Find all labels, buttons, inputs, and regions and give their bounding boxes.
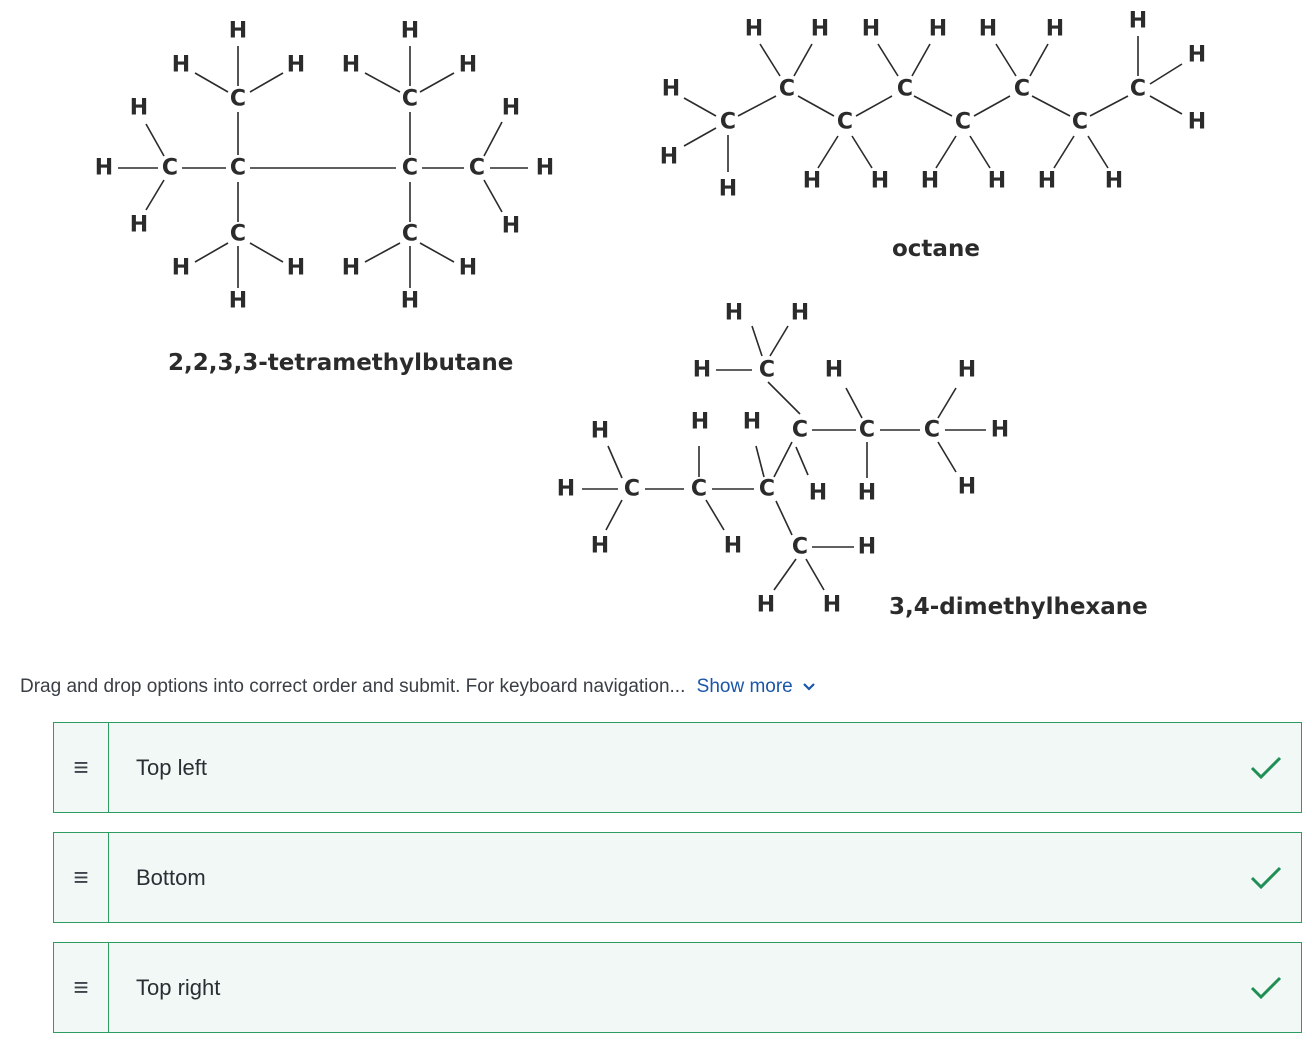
molecule-octane — [660, 9, 1206, 263]
hydrogen-atom: H — [458, 255, 478, 281]
chevron-down-icon — [802, 679, 816, 695]
hydrogen-atom: H — [870, 168, 890, 194]
carbon-atom: C — [468, 155, 486, 181]
hydrogen-atom: H — [556, 476, 576, 502]
molecule-name: octane — [892, 236, 980, 262]
hydrogen-atom: H — [501, 213, 521, 239]
hydrogen-atom: H — [458, 52, 478, 78]
molecule-name: 2,2,3,3-tetramethylbutane — [168, 350, 514, 376]
carbon-atom: C — [229, 155, 247, 181]
hydrogen-atom: H — [824, 357, 844, 383]
drag-option[interactable] — [53, 832, 1302, 923]
hydrogen-atom: H — [129, 95, 149, 121]
hydrogen-atom: H — [659, 144, 679, 170]
carbon-atom: C — [758, 476, 776, 502]
hydrogen-atom: H — [590, 533, 610, 559]
carbon-atom: C — [1129, 76, 1147, 102]
option-label: Top left — [136, 754, 207, 780]
carbon-atom: C — [623, 476, 641, 502]
carbon-atom: C — [836, 109, 854, 135]
checkmark-icon — [1231, 723, 1301, 812]
carbon-atom: C — [229, 86, 247, 112]
hydrogen-atom: H — [129, 212, 149, 238]
carbon-atom: C — [858, 417, 876, 443]
hydrogen-atom: H — [790, 300, 810, 326]
hydrogen-atom: H — [286, 52, 306, 78]
hydrogen-atom: H — [690, 409, 710, 435]
instructions-body: Drag and drop options into correct order and submit. For keyboard navigation... — [20, 676, 686, 697]
drag-drop-list — [53, 722, 1302, 1052]
hydrogen-atom: H — [400, 288, 420, 314]
drag-handle-icon[interactable]: ≡ — [54, 943, 109, 1032]
hydrogen-atom: H — [228, 288, 248, 314]
show-more-label: Show more — [696, 676, 793, 697]
hydrogen-atom: H — [400, 18, 420, 44]
hydrogen-atom: H — [756, 592, 776, 618]
hydrogen-atom: H — [857, 534, 877, 560]
option-label: Top right — [136, 974, 221, 1000]
hydrogen-atom: H — [535, 155, 555, 181]
carbon-atom: C — [954, 109, 972, 135]
hydrogen-atom: H — [920, 168, 940, 194]
option-label: Bottom — [136, 864, 206, 890]
hydrogen-atom: H — [861, 16, 881, 42]
hydrogen-atom: H — [723, 533, 743, 559]
hydrogen-atom: H — [1128, 8, 1148, 34]
instructions-text — [20, 676, 816, 698]
carbon-atom: C — [161, 155, 179, 181]
hydrogen-atom: H — [1045, 16, 1065, 42]
hydrogen-atom: H — [341, 255, 361, 281]
molecule-tetramethylbutane — [95, 19, 554, 377]
carbon-atom: C — [719, 109, 737, 135]
carbon-atom: C — [896, 76, 914, 102]
hydrogen-atom: H — [286, 255, 306, 281]
carbon-atom: C — [690, 476, 708, 502]
hydrogen-atom: H — [857, 480, 877, 506]
hydrogen-atom: H — [957, 357, 977, 383]
molecule-dimethylhexane — [557, 301, 1148, 621]
hydrogen-atom: H — [171, 255, 191, 281]
checkmark-icon — [1231, 943, 1301, 1032]
hydrogen-atom: H — [724, 300, 744, 326]
carbon-atom: C — [1013, 76, 1031, 102]
hydrogen-atom: H — [692, 357, 712, 383]
hydrogen-atom: H — [744, 16, 764, 42]
checkmark-icon — [1231, 833, 1301, 922]
hydrogen-atom: H — [1037, 168, 1057, 194]
hydrogen-atom: H — [1104, 168, 1124, 194]
carbon-atom: C — [923, 417, 941, 443]
hydrogen-atom: H — [590, 418, 610, 444]
carbon-atom: C — [229, 221, 247, 247]
hydrogen-atom: H — [742, 409, 762, 435]
carbon-atom: C — [778, 76, 796, 102]
carbon-atom: C — [401, 86, 419, 112]
carbon-atom: C — [1071, 109, 1089, 135]
hydrogen-atom: H — [228, 18, 248, 44]
hydrogen-atom: H — [822, 592, 842, 618]
hydrogen-atom: H — [978, 16, 998, 42]
hydrogen-atom: H — [808, 480, 828, 506]
hydrogen-atom: H — [718, 176, 738, 202]
carbon-atom: C — [791, 417, 809, 443]
carbon-atom: C — [401, 221, 419, 247]
hydrogen-atom: H — [957, 474, 977, 500]
hydrogen-atom: H — [928, 16, 948, 42]
drag-option[interactable] — [53, 942, 1302, 1033]
hydrogen-atom: H — [987, 168, 1007, 194]
carbon-atom: C — [758, 357, 776, 383]
hydrogen-atom: H — [341, 52, 361, 78]
drag-handle-icon[interactable]: ≡ — [54, 833, 109, 922]
carbon-atom: C — [401, 155, 419, 181]
hydrogen-atom: H — [1187, 109, 1207, 135]
drag-option[interactable] — [53, 722, 1302, 813]
hydrogen-atom: H — [1187, 42, 1207, 68]
hydrogen-atom: H — [171, 52, 191, 78]
hydrogen-atom: H — [94, 155, 114, 181]
hydrogen-atom: H — [990, 417, 1010, 443]
hydrogen-atom: H — [501, 95, 521, 121]
hydrogen-atom: H — [802, 168, 822, 194]
drag-handle-icon[interactable]: ≡ — [54, 723, 109, 812]
molecule-name: 3,4-dimethylhexane — [889, 594, 1148, 620]
carbon-atom: C — [791, 534, 809, 560]
show-more-link[interactable] — [697, 676, 816, 697]
hydrogen-atom: H — [810, 16, 830, 42]
hydrogen-atom: H — [661, 76, 681, 102]
